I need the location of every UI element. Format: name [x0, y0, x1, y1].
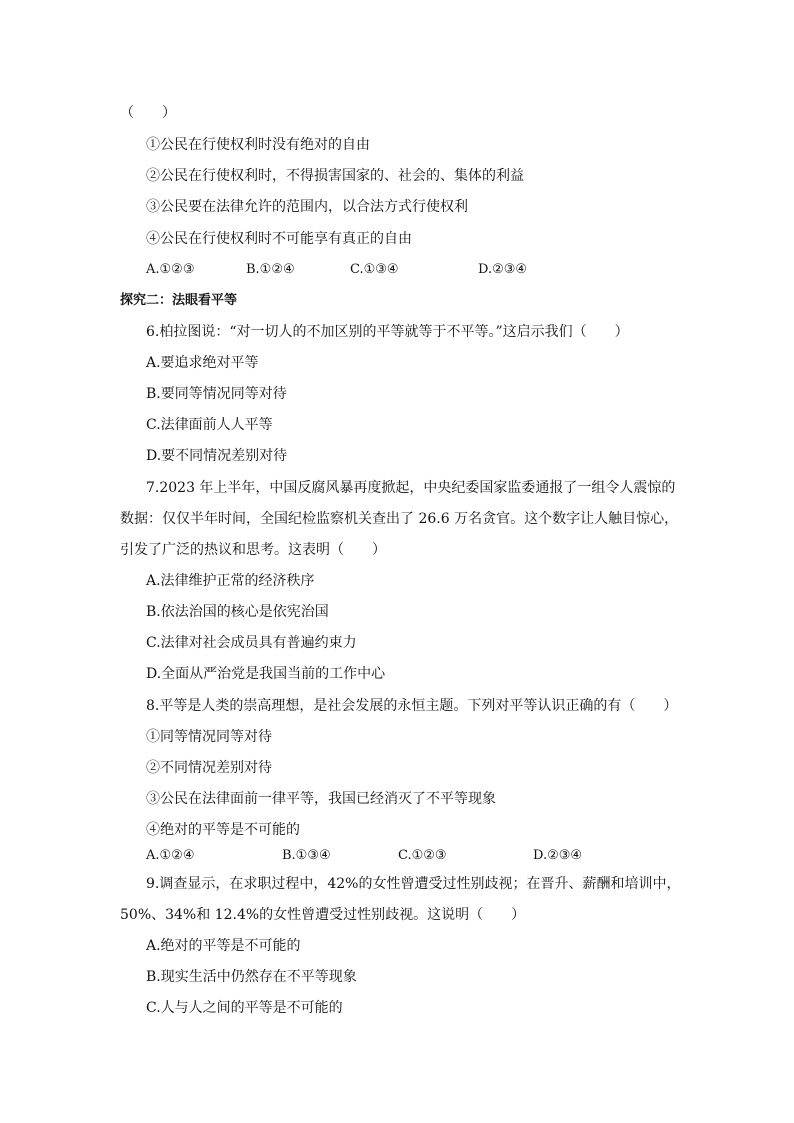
q9-option-c: C.人与人之间的平等是不可能的	[146, 1000, 343, 1016]
q8-option-a: A.①②④	[146, 848, 195, 863]
section-heading: 探究二：法眼看平等	[120, 293, 238, 308]
q8-item-4: ④绝对的平等是不可能的	[146, 822, 300, 838]
q5-option-c: C.①③④	[350, 262, 399, 277]
q8-item-1: ①同等情况同等对待	[146, 729, 272, 745]
q5-option-a: A.①②③	[146, 262, 195, 277]
q7-option-b: B.依法治国的核心是依宪治国	[146, 604, 329, 620]
q9-stem-line-1: 9.调查显示，在求职过程中，42%的女性曾遭受过性别歧视；在晋升、薪酬和培训中，	[146, 876, 681, 892]
q9-stem-line-2: 50%、34%和 12.4%的女性曾遭受过性别歧视。这说明（ ）	[120, 907, 526, 923]
q5-option-d: D.②③④	[478, 262, 528, 277]
q5-item-4: ④公民在行使权利时不可能享有真正的自由	[146, 231, 412, 247]
q9-option-b: B.现实生活中仍然存在不平等现象	[146, 969, 357, 985]
q8-item-3: ③公民在法律面前一律平等，我国已经消灭了不平等现象	[146, 791, 496, 807]
q8-option-c: C.①②③	[398, 848, 447, 863]
q7-option-d: D.全面从严治党是我国当前的工作中心	[146, 666, 386, 682]
q8-option-d: D.②③④	[533, 848, 583, 863]
q6-option-b: B.要同等情况同等对待	[146, 386, 287, 402]
q6-stem: 6.柏拉图说：“对一切人的不加区别的平等就等于不平等。”这启示我们（ ）	[146, 324, 629, 340]
q5-item-1: ①公民在行使权利时没有绝对的自由	[146, 137, 370, 153]
q6-option-d: D.要不同情况差别对待	[146, 448, 288, 464]
q8-item-2: ②不同情况差别对待	[146, 760, 272, 776]
q8-option-b: B.①③④	[282, 848, 331, 863]
q7-option-a: A.法律维护正常的经济秩序	[146, 573, 315, 589]
q6-option-c: C.法律面前人人平等	[146, 417, 273, 433]
q7-stem-line-1: 7.2023 年上半年，中国反腐风暴再度掀起，中央纪委国家监委通报了一组令人震惊的	[146, 480, 676, 496]
q5-item-3: ③公民要在法律允许的范围内，以合法方式行使权利	[146, 199, 468, 215]
q7-stem-line-2: 数据：仅仅半年时间，全国纪检监察机关查出了 26.6 万名贪官。这个数字让人触目惊心，	[120, 511, 679, 527]
q5-option-b: B.①②④	[246, 262, 295, 277]
q7-stem-line-3: 引发了广泛的热议和思考。这表明（ ）	[120, 542, 386, 558]
q5-bracket: （ ）	[120, 105, 176, 121]
q7-option-c: C.法律对社会成员具有普遍约束力	[146, 635, 357, 651]
q6-option-a: A.要追求绝对平等	[146, 355, 259, 371]
q8-stem: 8.平等是人类的崇高理想，是社会发展的永恒主题。下列对平等认识正确的有（ ）	[146, 698, 678, 714]
q5-item-2: ②公民在行使权利时，不得损害国家的、社会的、集体的利益	[146, 168, 524, 184]
q9-option-a: A.绝对的平等是不可能的	[146, 938, 301, 954]
